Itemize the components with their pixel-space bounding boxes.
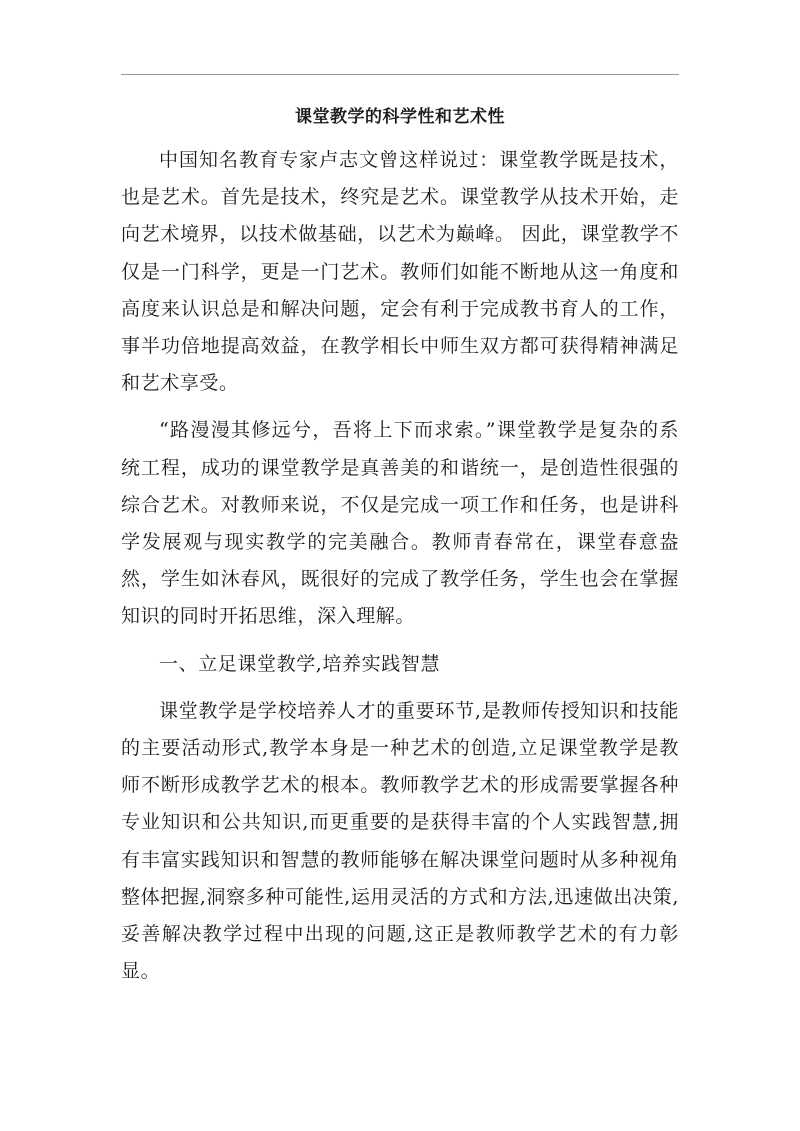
document-title: 课堂教学的科学性和艺术性 (295, 107, 505, 127)
paragraph-section-one: 课堂教学是学校培养人才的重要环节,是教师传授知识和技能的主要活动形式,教学本身是一种艺术的创造,立足课堂教学是教师不断形成教学艺术的根本。教师教学艺术的形成需要掌握各种专业知识和公共知识,而更重要的是获得丰富的个人实践智慧,拥有丰富实践知识和智慧的教师能够在解决课堂问题时从多种视角整体把握,洞察多种可能性,运用灵活的方式和方法,迅速做出决策,妥善解决教学过程中出现的问题,这正是教师教学艺术的有力彰显。 (121, 699, 679, 983)
header-rule (121, 74, 679, 75)
paragraph-intro: 中国知名教育专家卢志文曾这样说过：课堂教学既是技术，也是艺术。首先是技术，终究是艺术。课堂教学从技术开始，走向艺术境界，以技术做基础，以艺术为巅峰。 因此，课堂教学不仅是一门科学，更是一门艺术。教师们如能不断地从这一角度和高度来认识总是和解决问题，定会有利于完成教书育人的工作，事半功倍地提高效益，在教学相长中师生双方都可获得精神满足和艺术享受。 (121, 149, 679, 395)
section-heading: 一、立足课堂教学,培养实践智慧 (159, 652, 441, 675)
paragraph-quote: “路漫漫其修远兮，吾将上下而求索。”课堂教学是复杂的系统工程，成功的课堂教学是真善美的和谐统一，是创造性很强的综合艺术。对教师来说，不仅是完成一项工作和任务，也是讲科学发展观与现实教学的完美融合。教师青春常在，课堂春意盎然，学生如沐春风，既很好的完成了教学任务，学生也会在掌握知识的同时开拓思维，深入理解。 (121, 419, 679, 628)
document-body (121, 142, 679, 990)
